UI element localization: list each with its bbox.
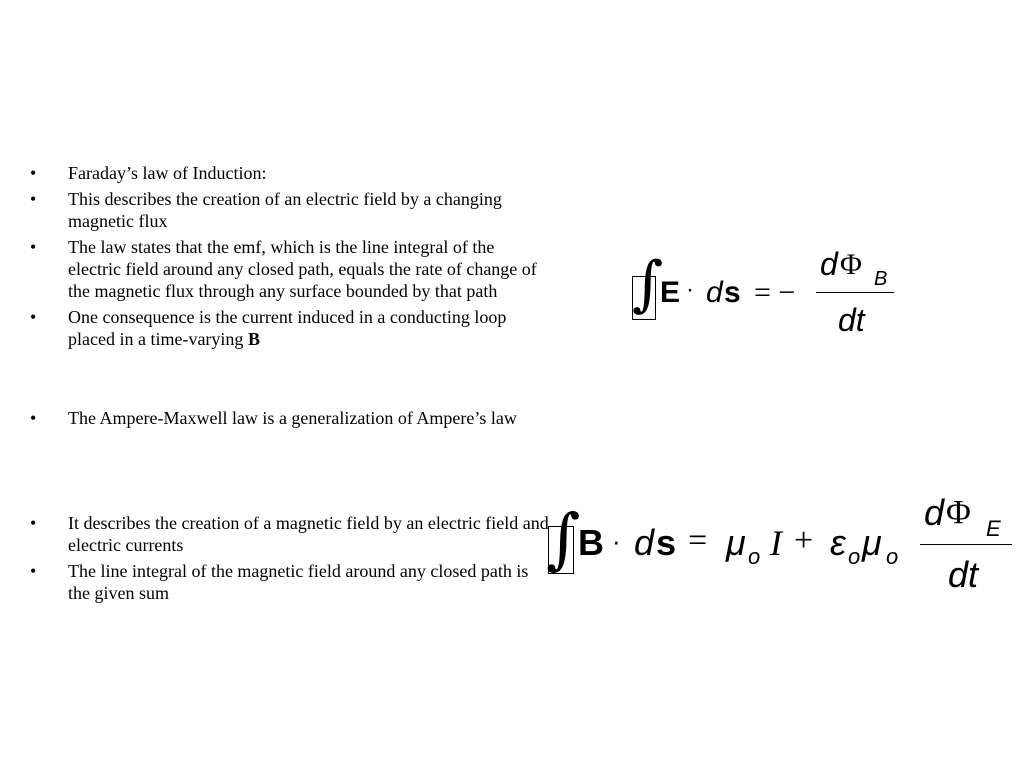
- denominator-dt: dt: [948, 554, 979, 595]
- bullet-text: The line integral of the magnetic field around any closed path is the given sum: [68, 561, 529, 603]
- closed-loop-box: [632, 276, 656, 320]
- epsilon-symbol: ε: [830, 522, 846, 563]
- bullet-dot: •: [30, 237, 37, 257]
- bold-b-symbol: B: [247, 329, 260, 349]
- phi-symbol: Φ: [840, 248, 862, 281]
- differential-d: d: [706, 276, 723, 309]
- list-item: [30, 306, 550, 350]
- phi-subscript: B: [874, 268, 888, 290]
- list-item: [30, 560, 550, 604]
- dot-operator: ·: [686, 276, 694, 303]
- bullet-text: The Ampere-Maxwell law is a generalization of Ampere’s law: [68, 408, 517, 428]
- list-item: [30, 162, 550, 184]
- dot-operator: ·: [612, 526, 621, 556]
- mu-subscript: o: [748, 544, 761, 569]
- bullet-text: The law states that the emf, which is the line integral of the electric field around any closed path, equals the rate of change of the magnetic flux through any surface bounded by that path: [68, 237, 537, 301]
- list-item: [30, 236, 550, 302]
- mu-subscript: o: [886, 544, 899, 569]
- mu-symbol: μ: [726, 522, 746, 563]
- differential-d: d: [634, 522, 655, 563]
- bullet-dot: •: [30, 307, 37, 327]
- bullet-dot: •: [30, 189, 37, 209]
- equals-sign: =: [688, 522, 708, 559]
- bullet-text: One consequence is the current induced in a conducting loop placed in a time-varying: [68, 307, 507, 349]
- list-item: [30, 188, 550, 232]
- bullet-text: Faraday’s law of Induction:: [68, 163, 267, 183]
- ampere-intro-list: [30, 407, 550, 433]
- phi-subscript: E: [986, 516, 1001, 541]
- plus-sign: +: [794, 522, 814, 559]
- bullet-dot: •: [30, 513, 37, 533]
- bullet-dot: •: [30, 561, 37, 581]
- vector-s: s: [656, 522, 677, 563]
- bullet-dot: •: [30, 408, 37, 428]
- phi-symbol: Φ: [946, 494, 971, 531]
- integral-sign: ∫: [546, 500, 581, 577]
- closed-loop-box: [548, 526, 574, 574]
- field-e: E: [660, 276, 681, 309]
- bullet-dot: •: [30, 163, 37, 183]
- integral-sign: ∫: [632, 249, 664, 319]
- numerator-d: d: [924, 492, 945, 533]
- bullet-text: It describes the creation of a magnetic field by an electric field and electric currents: [68, 513, 549, 555]
- equals-minus: = −: [754, 276, 796, 309]
- vector-s: s: [724, 276, 741, 309]
- fraction-bar: [816, 292, 894, 293]
- ampere-bullet-list: [30, 512, 550, 608]
- epsilon-subscript: o: [848, 544, 861, 569]
- numerator-d: d: [820, 246, 838, 282]
- list-item: [30, 407, 550, 429]
- denominator-dt: dt: [838, 302, 865, 338]
- current-i: I: [770, 523, 782, 563]
- ampere-maxwell-equation: [540, 492, 1020, 602]
- field-b: B: [578, 522, 604, 563]
- faraday-bullet-list: [30, 162, 550, 354]
- fraction-bar: [920, 544, 1012, 545]
- faraday-equation: [618, 246, 908, 346]
- bullet-text: This describes the creation of an electric field by a changing magnetic flux: [68, 189, 502, 231]
- list-item: [30, 512, 550, 556]
- mu-symbol: μ: [862, 522, 882, 563]
